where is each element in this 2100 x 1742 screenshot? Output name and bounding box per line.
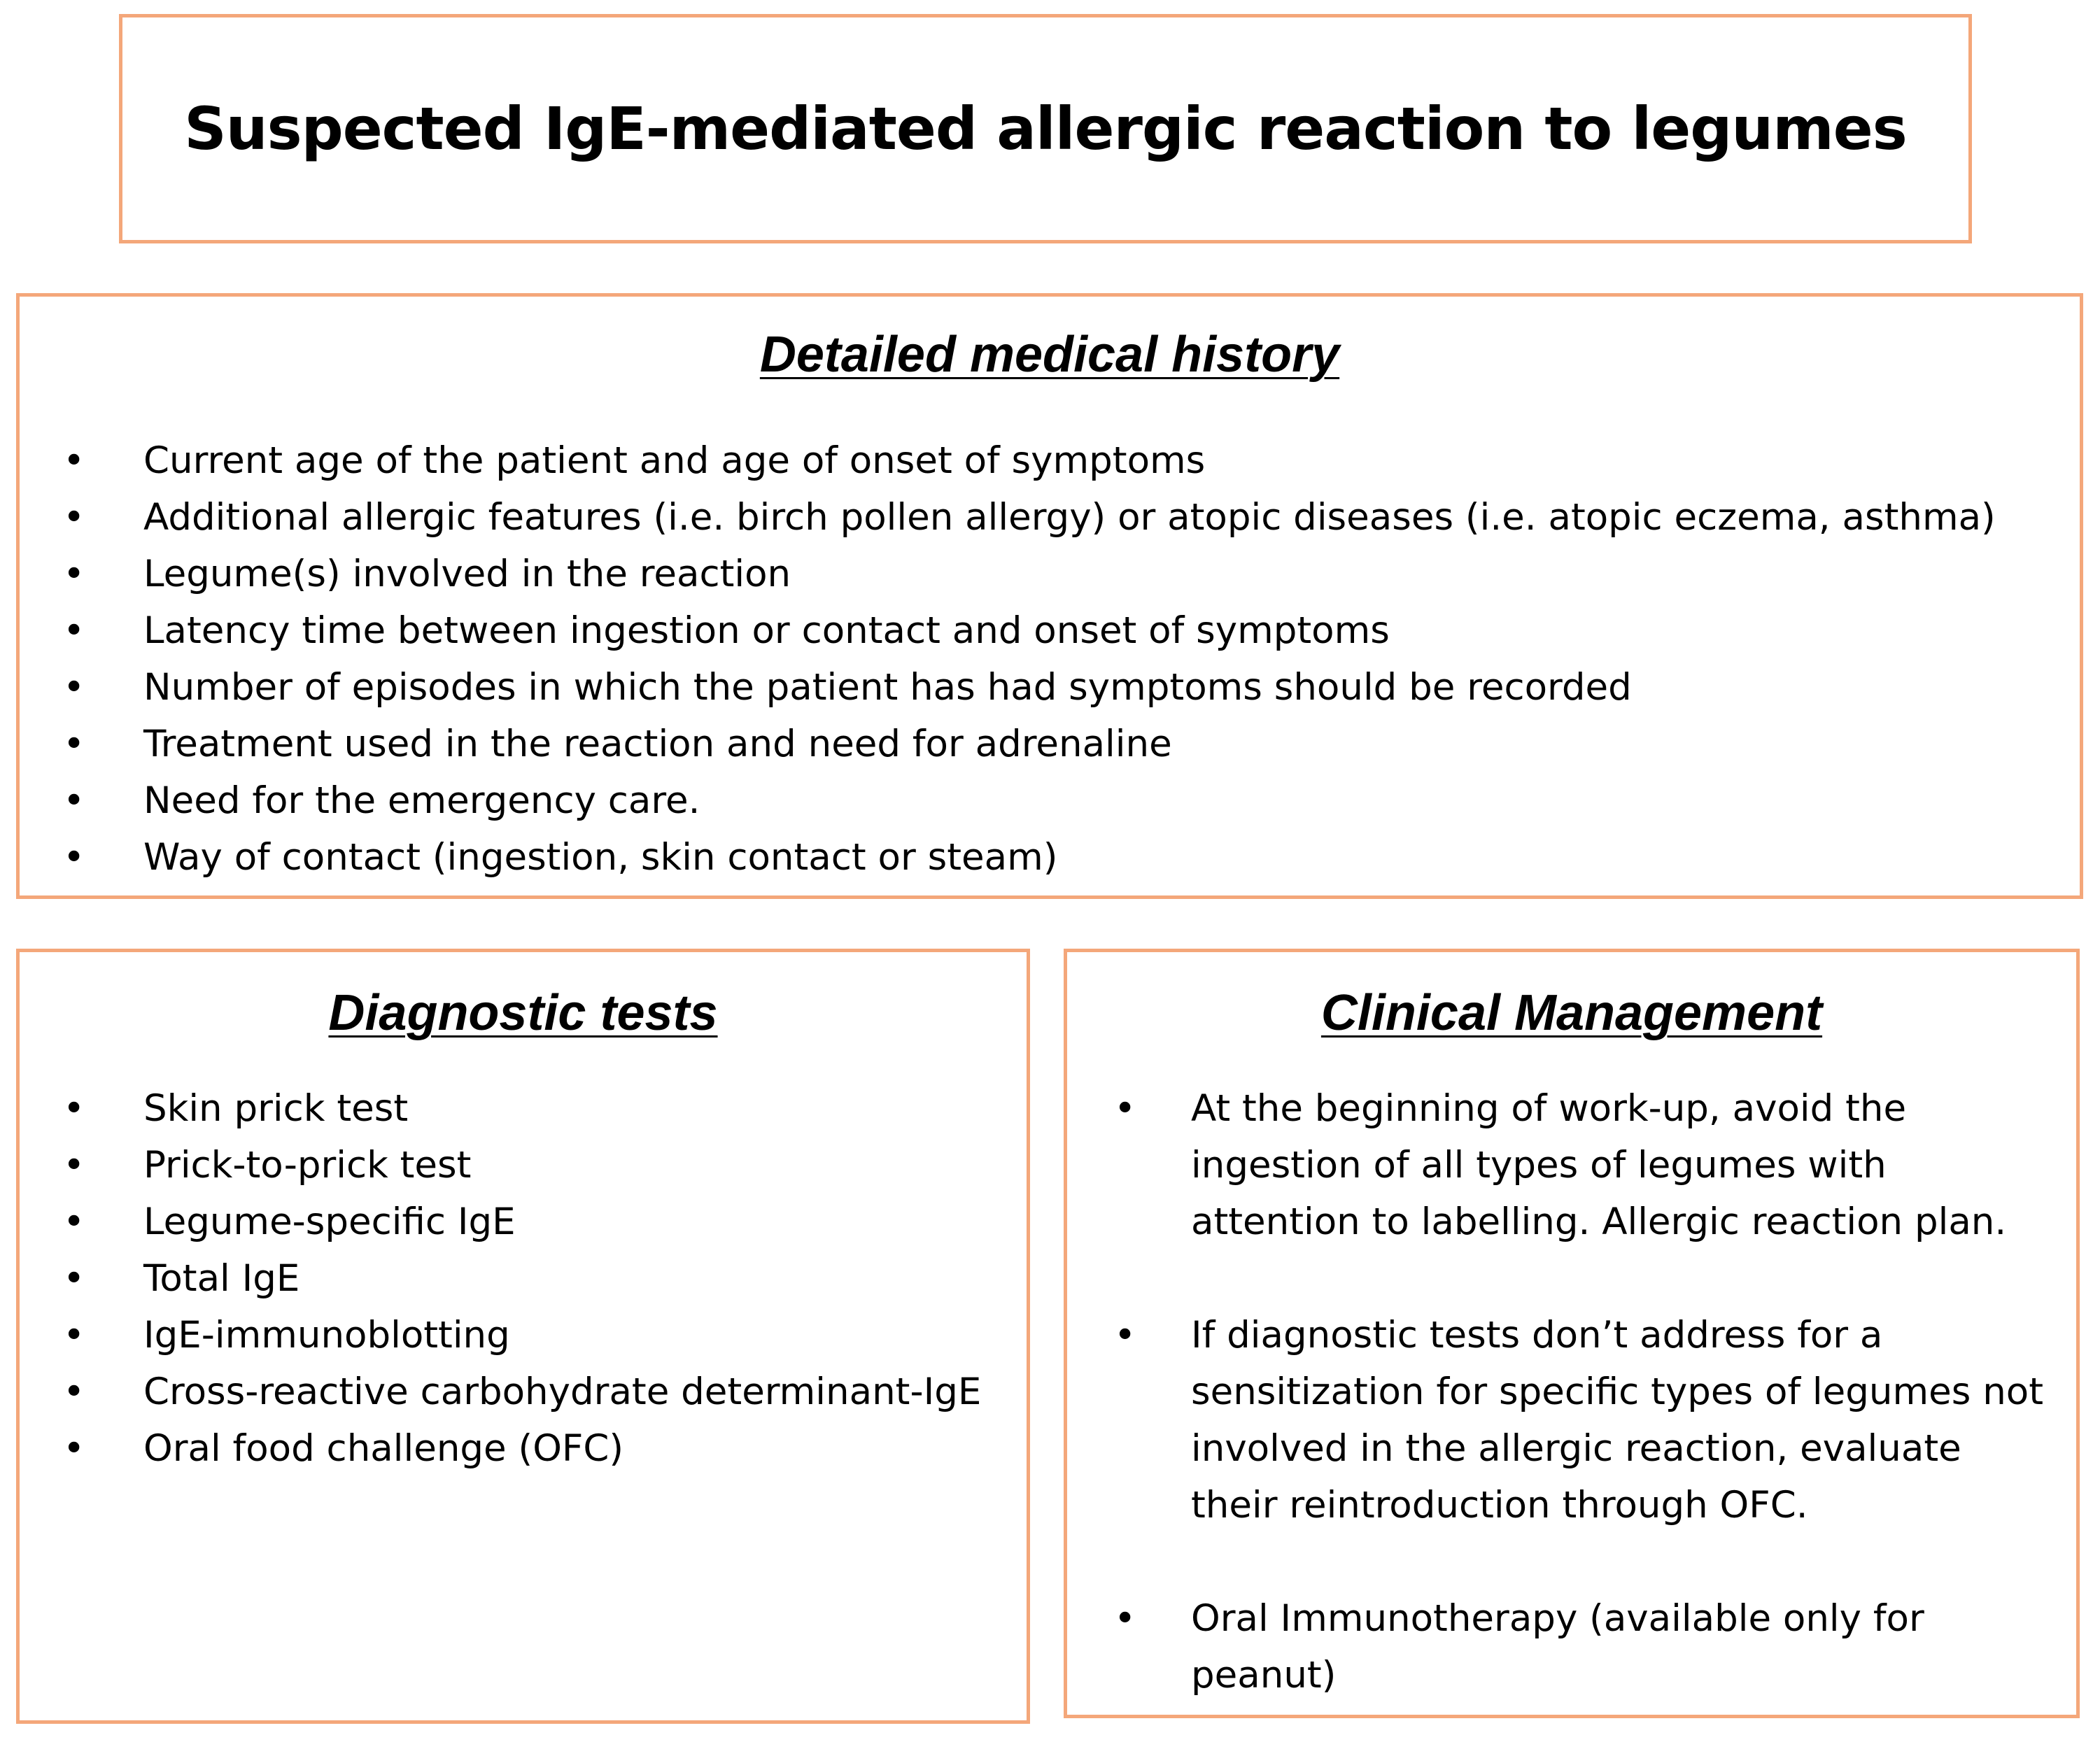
list-item [20, 772, 1996, 829]
list-item-text: Current age of the patient and age of onset of symptoms [143, 439, 1206, 482]
list-item-text: Latency time between ingestion or contact and onset of symptoms [143, 609, 1390, 652]
clinical-management-box [1064, 949, 2080, 1718]
bullet-icon: • [1114, 1597, 1136, 1640]
bullet-icon: • [1114, 1314, 1136, 1357]
list-item [1067, 1080, 2045, 1250]
list-item [20, 1194, 981, 1250]
bullet-icon: • [63, 1144, 85, 1187]
list-item [20, 659, 1996, 716]
bullet-icon: • [63, 666, 85, 709]
bullet-icon: • [63, 1314, 85, 1357]
list-item-text: Oral Immunotherapy (available only for peanut) [1191, 1597, 1924, 1697]
list-item [20, 1137, 981, 1194]
bullet-icon: • [63, 1427, 85, 1470]
bullet-icon: • [63, 779, 85, 822]
clinical-management-list [1067, 1080, 2045, 1704]
list-item-text: Treatment used in the reaction and need for adrenaline [143, 723, 1172, 765]
list-item [20, 1250, 981, 1307]
list-item [20, 1080, 981, 1137]
bullet-icon: • [63, 1257, 85, 1300]
bullet-icon: • [63, 1371, 85, 1413]
list-item-text: If diagnostic tests don’t address for a sensitization for specific types of legumes not involved in the allergic reaction, evaluate their reintroduction through OFC. [1191, 1314, 2043, 1527]
list-item [20, 546, 1996, 602]
title-box [119, 14, 1972, 243]
list-item-text: Skin prick test [143, 1087, 409, 1130]
bullet-icon: • [63, 609, 85, 652]
bullet-icon: • [1114, 1087, 1136, 1130]
list-item-text: Legume-specific IgE [143, 1201, 516, 1243]
list-item-text: Number of episodes in which the patient has had symptoms should be recorded [143, 666, 1632, 709]
list-item [20, 1364, 981, 1420]
list-item-text: Need for the emergency care. [143, 779, 700, 822]
diagnostic-tests-list [20, 1080, 981, 1477]
medical-history-heading: Detailed medical history [759, 327, 1340, 383]
bullet-icon: • [63, 496, 85, 539]
list-item-text: Cross-reactive carbohydrate determinant-IgE [143, 1371, 982, 1413]
list-item [20, 489, 1996, 546]
list-item-text: Way of contact (ingestion, skin contact or steam) [143, 836, 1058, 879]
list-item-text: At the beginning of work-up, avoid the ingestion of all types of legumes with attention to labelling. Allergic reaction plan. [1191, 1087, 2007, 1243]
list-item [20, 602, 1996, 659]
medical-history-box [16, 293, 2083, 899]
medical-history-list [20, 432, 1996, 886]
bullet-icon: • [63, 553, 85, 595]
bullet-icon: • [63, 439, 85, 482]
list-item [20, 716, 1996, 772]
list-item [20, 1307, 981, 1364]
list-item [1067, 1307, 2045, 1534]
list-item-text: IgE-immunoblotting [143, 1314, 510, 1357]
bullet-icon: • [63, 836, 85, 879]
list-item [20, 829, 1996, 886]
list-item-text: Prick-to-prick test [143, 1144, 472, 1187]
list-item-text: Additional allergic features (i.e. birch pollen allergy) or atopic diseases (i.e. atopic eczema, asthma) [143, 496, 1996, 539]
diagnostic-tests-box [16, 949, 1030, 1724]
list-item [20, 432, 1996, 489]
bullet-icon: • [63, 1087, 85, 1130]
list-item-text: Total IgE [143, 1257, 300, 1300]
diagnostic-tests-heading: Diagnostic tests [328, 985, 718, 1041]
list-item-text: Oral food challenge (OFC) [143, 1427, 624, 1470]
clinical-management-heading: Clinical Management [1320, 985, 1823, 1041]
list-item [20, 1420, 981, 1477]
bullet-icon: • [63, 723, 85, 765]
bullet-icon: • [63, 1201, 85, 1243]
list-item [1067, 1590, 2045, 1704]
diagram-title: Suspected IgE-mediated allergic reaction to legumes [184, 94, 1907, 163]
list-item-text: Legume(s) involved in the reaction [143, 553, 791, 595]
